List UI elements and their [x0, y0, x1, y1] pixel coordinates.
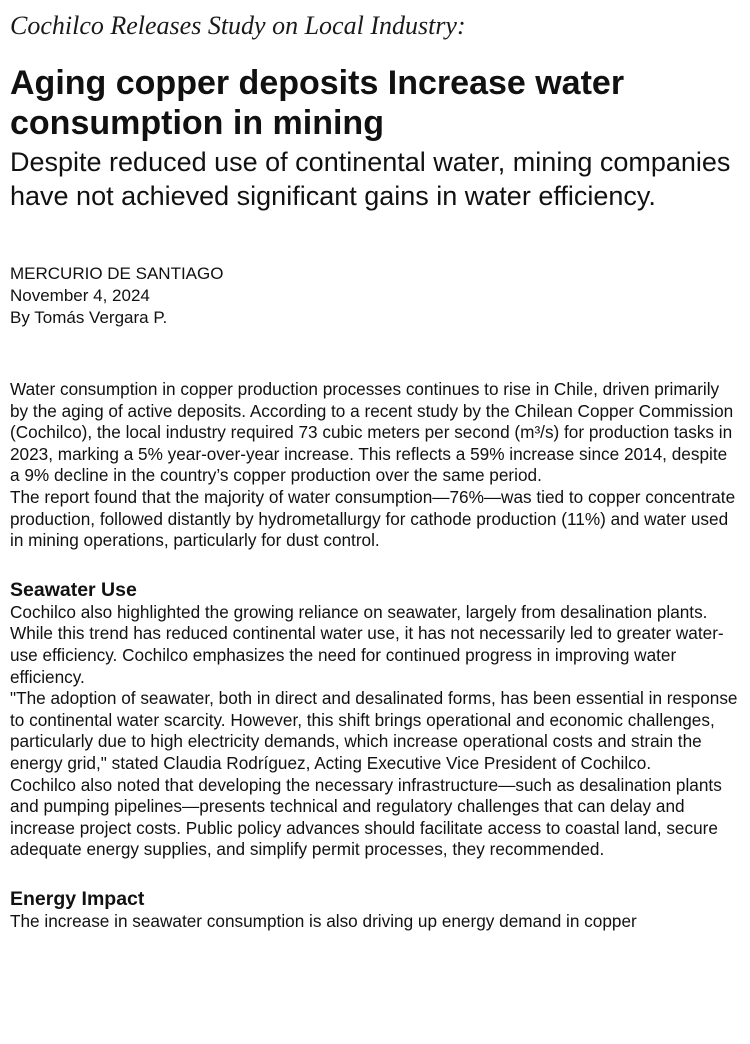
article-subheadline: Despite reduced use of continental water, mining companies have not achieved significant gains in water efficiency.: [10, 147, 731, 211]
article-paragraph: The report found that the majority of water consumption—76%—was tied to copper concentrate production, followed distantly by hydrometallurgy for cathode production (11%) and water used in mining operations, particularly for dust control.: [10, 486, 736, 551]
article-date: November 4, 2024: [10, 286, 150, 305]
article-paragraph: The increase in seawater consumption is also driving up energy demand in copper: [10, 910, 637, 931]
article-meta: [10, 263, 740, 329]
section-heading-energy-impact: Energy Impact: [10, 887, 145, 910]
article-paragraph: Cochilco also highlighted the growing reliance on seawater, largely from desalination plants. While this trend has reduced continental water use, it has not necessarily led to greater water-use efficiency. Cochilco emphasizes the need for continued progress in improving water efficiency.: [10, 601, 724, 687]
article-source: MERCURIO DE SANTIAGO: [10, 264, 224, 283]
article-body: [10, 379, 740, 932]
article-paragraph: Water consumption in copper production processes continues to rise in Chile, driven primarily by the aging of active deposits. According to a recent study by the Chilean Copper Commission (Cochilco), the local industry required 73 cubic meters per second (m³/s) for production tasks in 2023, marking a 5% year-over-year increase. This reflects a 59% increase since 2014, despite a 9% decline in the country’s copper production over the same period.: [10, 379, 734, 486]
article-kicker: Cochilco Releases Study on Local Industry:: [10, 11, 466, 40]
section-heading-seawater-use: Seawater Use: [10, 578, 137, 601]
article-byline: By Tomás Vergara P.: [10, 308, 168, 327]
article-paragraph: "The adoption of seawater, both in direct and desalinated forms, has been essential in response to continental water scarcity. However, this shift brings operational and economic challenges, particularly due to high electricity demands, which increase operational costs and strain the energy grid," stated Claudia Rodríguez, Acting Executive Vice President of Cochilco.: [10, 688, 738, 773]
article-paragraph: Cochilco also noted that developing the necessary infrastructure—such as desalination plants and pumping pipelines—presents technical and regulatory challenges that can delay and increase project costs. Public policy advances should facilitate access to coastal land, secure adequate energy supplies, and simplify permit processes, they recommended.: [10, 774, 722, 860]
article-headline: Aging copper deposits Increase water consumption in mining: [10, 64, 625, 142]
